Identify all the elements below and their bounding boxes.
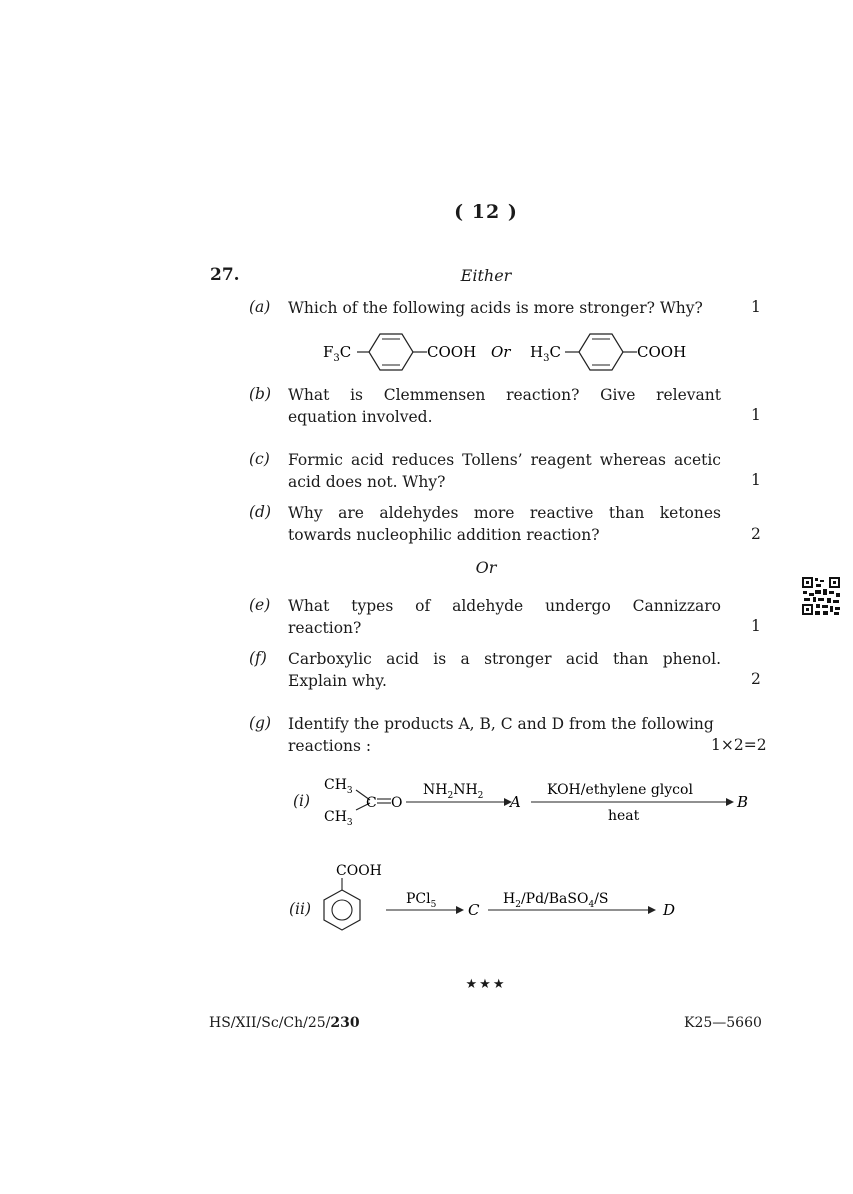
part-d-line2: towards nucleophilic addition reaction? — [288, 526, 600, 544]
cf3-formula: $F_3C$ — [323, 343, 352, 364]
part-f-line1: Carboxylic acid is a stronger acid than phenol. — [288, 650, 721, 668]
part-e-label: (e) — [249, 596, 271, 614]
part-c-label: (c) — [249, 450, 270, 468]
svg-text:CH3: $CH_3$ — [324, 777, 353, 796]
cooh-right: COOH — [637, 343, 687, 361]
product-a: A — [510, 793, 521, 811]
part-c-line2: acid does not. Why? — [288, 473, 446, 491]
part-e-line1: What types of aldehyde undergo Cannizzaro — [288, 597, 721, 615]
part-d-label: (d) — [249, 503, 272, 521]
reaction-i-scheme — [318, 770, 758, 830]
part-c-marks: 1 — [751, 471, 761, 489]
part-f-label: (f) — [249, 649, 267, 667]
reaction-ii-scheme — [318, 858, 698, 936]
part-d-line1: Why are aldehydes more reactive than ketones — [288, 504, 721, 522]
end-marker: ★★★ — [465, 977, 507, 992]
footer-right-code: K25—5660 — [684, 1015, 762, 1031]
ch3-formula: $H_3C$ — [530, 343, 561, 364]
either-label: Either — [460, 266, 512, 285]
part-a-label: (a) — [249, 298, 271, 316]
reaction-i-label: (i) — [293, 792, 311, 810]
svg-text:C: C — [366, 795, 377, 811]
part-a-structures — [315, 330, 705, 374]
reagent-hydrazine: $NH_2NH_2$ — [423, 782, 484, 801]
question-number: 27. — [210, 265, 240, 285]
part-b-line1: What is Clemmensen reaction? Give relevant — [288, 386, 721, 404]
part-f-line2: Explain why. — [288, 672, 387, 690]
benzene-ring-left — [369, 334, 413, 370]
part-a-text: Which of the following acids is more stronger? Why? — [288, 299, 703, 317]
reagent-heat: heat — [608, 808, 640, 824]
part-b-marks: 1 — [751, 406, 761, 424]
part-g-line1: Identify the products A, B, C and D from the following — [288, 715, 714, 733]
part-c-line1: Formic acid reduces Tollens’ reagent whereas acetic — [288, 451, 721, 469]
product-b: B — [737, 793, 749, 811]
cooh-substituent: COOH — [336, 863, 382, 879]
product-d: D — [663, 901, 676, 919]
reagent-lindlar: $H_2/Pd/BaSO_4/S$ — [503, 891, 609, 910]
footer-code: HS/XII/Sc/Ch/25/230 — [209, 1015, 360, 1031]
part-g-line2: reactions : — [288, 737, 372, 755]
or-label: Or — [475, 558, 497, 577]
cooh-left: COOH — [427, 343, 477, 361]
benzene-ring-benzoic — [324, 890, 360, 930]
part-f-marks: 2 — [751, 670, 761, 688]
part-g-label: (g) — [249, 714, 272, 732]
part-a-marks: 1 — [751, 298, 761, 316]
svg-text:O: O — [391, 795, 403, 811]
part-g-marks: 1×2=2 — [711, 736, 767, 754]
part-e-marks: 1 — [751, 617, 761, 635]
reagent-pcl5: PCl$_5$ — [406, 891, 437, 910]
or-between: Or — [491, 343, 511, 361]
part-e-line2: reaction? — [288, 619, 362, 637]
benzene-ring-right — [579, 334, 623, 370]
reagent-koh: KOH/ethylene glycol — [547, 782, 693, 798]
reaction-ii-label: (ii) — [289, 900, 312, 918]
svg-text:CH3: $CH_3$ — [324, 809, 353, 828]
page-number: ( 12 ) — [454, 201, 518, 223]
part-b-label: (b) — [249, 385, 272, 403]
product-c: C — [468, 901, 480, 919]
part-d-marks: 2 — [751, 525, 761, 543]
part-b-line2: equation involved. — [288, 408, 433, 426]
qr-code-icon — [801, 576, 841, 616]
